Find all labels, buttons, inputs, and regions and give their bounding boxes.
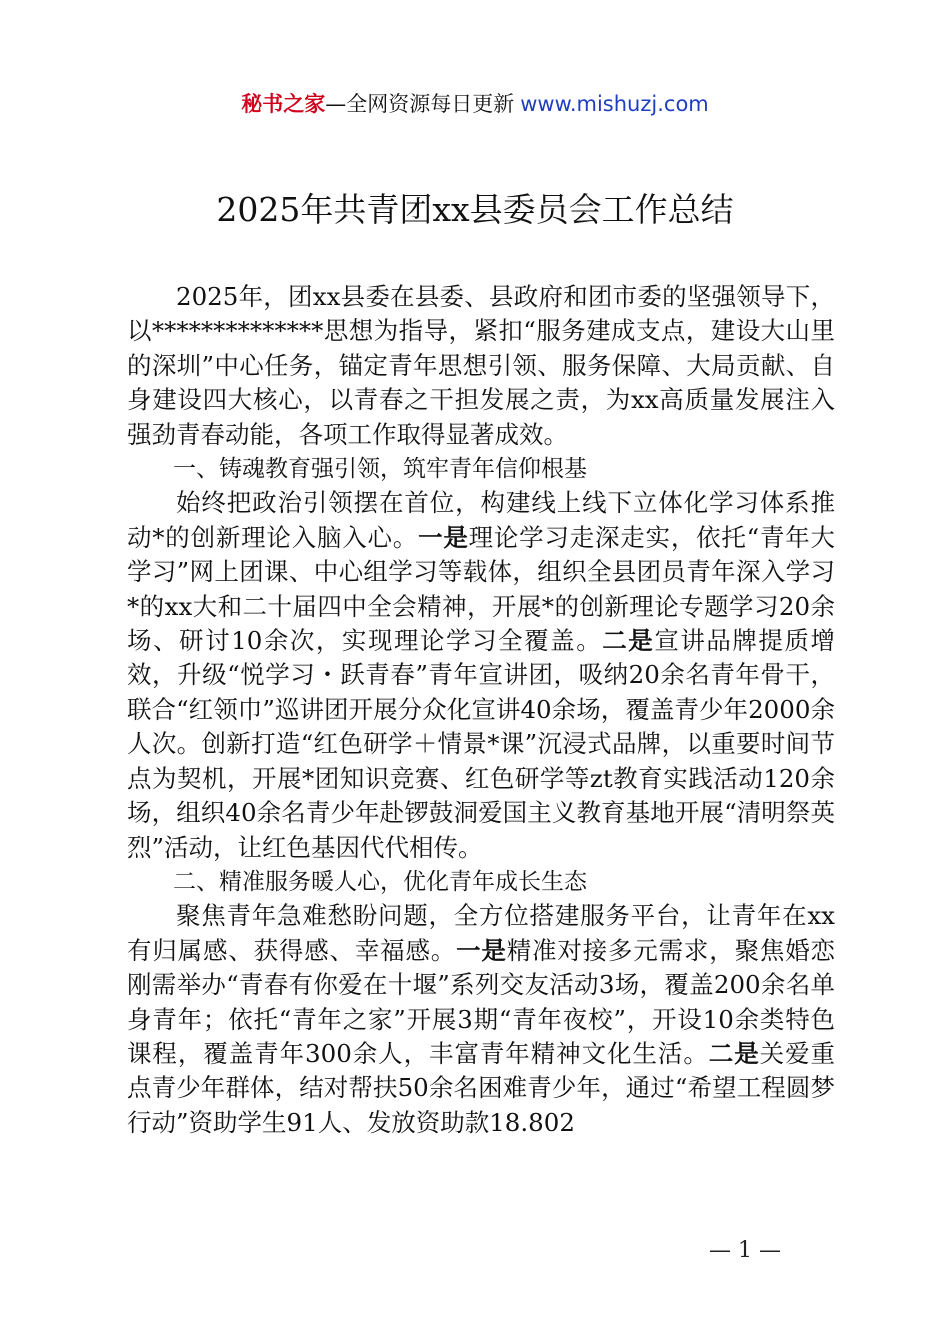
site-banner <box>0 88 950 120</box>
brand-name: 秘书之家 <box>241 92 326 116</box>
paragraph-text: 精准对接多元需求，聚焦婚恋刚需举办“青春有你爱在十堰”系列交友活动3场，覆盖200余名单身青年；依托“青年之家”开展3期“青年夜校”，开设10余类特色课程，覆盖青年300余人，丰富青年精神文化生活。 <box>127 935 836 1068</box>
document-title: 2025年共青团xx县委员会工作总结 <box>216 190 734 229</box>
section-heading-1: 一、铸魂教育强引领，筑牢青年信仰根基 <box>173 456 587 483</box>
paragraph-text: 聚焦青年急难愁盼问题，全方位搭建服务平台，让青年在xx有归属感、获得感、幸福感。 <box>127 901 835 965</box>
banner-slogan: 全网资源每日更新 <box>346 92 515 116</box>
bold-lead-first: 一是 <box>418 522 469 552</box>
paragraph-text: 始终把政治引领摆在首位，构建线上线下立体化学习体系推动*的创新理论入脑入心。 <box>127 488 835 552</box>
paragraph-text: 宣讲品牌提质增效，升级“悦学习・跃青春”青年宣讲团，吸纳20余名青年骨干，联合“红领巾”巡讲团开展分众化宣讲40余场，覆盖青少年2000余人次。创新打造“红色研学＋情景*课”沉浸式品牌，以重要时间节点为契机，开展*团知识竞赛、红色研学等zt教育实践活动120余场，组织40余名青少年赴锣鼓洞爱国主义教育基地开展“清明祭英烈”活动，让红色基因代代相传。 <box>127 626 835 862</box>
document-body <box>127 280 835 1140</box>
section-heading-2: 二、精准服务暖人心，优化青年成长生态 <box>173 868 587 895</box>
site-url-link[interactable]: www.mishuzj.com <box>520 92 709 116</box>
paragraph-text: 关爱重点青少年群体，结对帮扶50余名困难青少年，通过“希望工程圆梦行动”资助学生91人、发放资助款18.802 <box>127 1038 836 1137</box>
intro-paragraph: 2025年，团xx县委在县委、县政府和团市委的坚强领导下，以**************思想为指导，紧扣“服务建成支点，建设大山里的深圳”中心任务，锚定青年思想引领、服务保障、大局贡献、自身建设四大核心，以青春之干担发展之责，为xx高质量发展注入强劲青春动能，各项工作取得显著成效。 <box>127 282 835 449</box>
bold-lead-first: 一是 <box>456 935 507 965</box>
bold-lead-second: 二是 <box>602 626 655 656</box>
page-number: — 1 — <box>709 1238 781 1263</box>
section-1-paragraph <box>127 486 835 864</box>
bold-lead-second: 二是 <box>708 1038 760 1068</box>
paragraph-text: 理论学习走深走实，依托“青年大学习”网上团课、中心组学习等载体，组织全县团员青年深入学习*的xx大和二十届四中全会精神，开展*的创新理论专题学习20余场、研讨10余次，实现理论学习全覆盖。 <box>127 522 836 656</box>
banner-dash: — <box>325 92 347 116</box>
section-2-paragraph <box>127 899 835 1140</box>
